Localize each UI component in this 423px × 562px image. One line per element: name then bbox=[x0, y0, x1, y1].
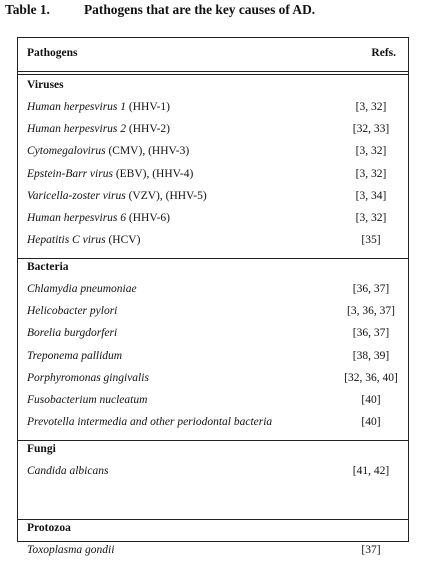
pathogen-name bbox=[27, 101, 170, 113]
pathogen-name bbox=[27, 190, 207, 202]
refs-cell: [3, 32] bbox=[355, 212, 387, 224]
table-row bbox=[18, 164, 408, 186]
refs-cell: [3, 32] bbox=[355, 145, 387, 158]
table-row bbox=[18, 301, 408, 323]
table-row bbox=[18, 97, 408, 119]
pathogen-name bbox=[27, 212, 170, 224]
pathogen-abbrev: (VZV), (HHV-5) bbox=[125, 189, 207, 202]
table-row bbox=[18, 119, 408, 141]
pathogen-name bbox=[27, 145, 189, 157]
pathogen-name bbox=[27, 327, 117, 339]
pathogen-name bbox=[27, 123, 170, 135]
pathogen-name bbox=[27, 305, 117, 317]
group-divider bbox=[18, 519, 408, 520]
refs-cell: [36, 37] bbox=[352, 283, 390, 295]
refs-cell: [3, 32] bbox=[355, 101, 387, 113]
pathogen-species: Human herpesvirus 2 bbox=[27, 123, 127, 136]
table-row bbox=[18, 279, 408, 301]
refs-cell: [3, 34] bbox=[355, 189, 387, 202]
header-refs: Refs. bbox=[371, 47, 396, 59]
pathogen-species: Treponema pallidum bbox=[27, 349, 123, 362]
pathogen-species: Porphyromonas gingivalis bbox=[27, 371, 149, 384]
table-row bbox=[18, 323, 408, 345]
table-row bbox=[18, 346, 408, 368]
table-row bbox=[18, 141, 408, 163]
pathogen-species: Candida albicans bbox=[27, 465, 109, 477]
group-title: Protozoa bbox=[27, 522, 71, 534]
table-row bbox=[18, 368, 408, 390]
table-number: Table 1. bbox=[5, 2, 50, 17]
pathogen-abbrev: (CMV), (HHV-3) bbox=[105, 145, 190, 158]
pathogen-abbrev: (HCV) bbox=[105, 234, 141, 247]
refs-cell: [37] bbox=[361, 544, 381, 556]
table-row bbox=[18, 208, 408, 230]
refs-cell: [3, 36, 37] bbox=[347, 305, 395, 318]
pathogen-species: Human herpesvirus 6 bbox=[27, 212, 127, 224]
table-title: Pathogens that are the key causes of AD. bbox=[84, 2, 316, 17]
refs-cell: [32, 36, 40] bbox=[344, 371, 398, 384]
pathogen-species: Prevotella intermedia and other periodontal bacteria bbox=[27, 416, 273, 429]
refs-cell: [35] bbox=[361, 234, 381, 247]
pathogen-name bbox=[27, 394, 147, 406]
pathogen-species: Fusobacterium nucleatum bbox=[27, 394, 148, 406]
table-caption bbox=[5, 2, 315, 18]
group-divider bbox=[18, 258, 408, 259]
refs-cell: [40] bbox=[361, 394, 381, 406]
table-row bbox=[18, 540, 408, 562]
pathogen-species: Cytomegalovirus bbox=[27, 145, 106, 158]
pathogen-species: Human herpesvirus 1 bbox=[27, 101, 127, 113]
pathogen-species: Toxoplasma gondii bbox=[27, 544, 115, 556]
pathogen-abbrev: (HHV-2) bbox=[126, 123, 171, 136]
refs-cell: [36, 37] bbox=[352, 327, 390, 340]
pathogen-species: Epstein-Barr virus bbox=[27, 167, 113, 180]
refs-cell: [38, 39] bbox=[352, 349, 390, 362]
pathogen-name bbox=[27, 168, 193, 180]
table-row bbox=[18, 412, 408, 434]
pathogen-species: Hepatitis C virus bbox=[27, 234, 106, 247]
group-title: Bacteria bbox=[27, 261, 69, 273]
pathogen-species: Helicobacter pylori bbox=[27, 305, 118, 318]
pathogen-species: Varicella-zoster virus bbox=[27, 189, 126, 202]
refs-cell: [41, 42] bbox=[352, 465, 390, 477]
pathogen-name bbox=[27, 544, 114, 556]
group-title: Fungi bbox=[27, 443, 56, 455]
table-row bbox=[18, 390, 408, 412]
pathogen-name bbox=[27, 234, 140, 246]
table-row bbox=[18, 230, 408, 252]
table-row bbox=[18, 186, 408, 208]
table-header bbox=[18, 38, 408, 71]
table-row bbox=[18, 461, 408, 483]
header-rule bbox=[18, 71, 408, 75]
pathogen-name bbox=[27, 372, 149, 384]
pathogen-abbrev: (HHV-6) bbox=[126, 212, 171, 224]
header-pathogens: Pathogens bbox=[27, 47, 78, 59]
pathogen-name bbox=[27, 350, 122, 362]
pathogen-abbrev: (EBV), (HHV-4) bbox=[112, 167, 194, 180]
pathogen-name bbox=[27, 465, 108, 477]
pathogen-abbrev: (HHV-1) bbox=[126, 101, 171, 113]
pathogens-table bbox=[17, 37, 409, 556]
refs-cell: [32, 33] bbox=[352, 123, 390, 136]
pathogen-species: Chlamydia pneumoniae bbox=[27, 283, 137, 295]
group-title: Viruses bbox=[27, 79, 64, 91]
pathogen-species: Borelia burgdorferi bbox=[27, 327, 118, 340]
group-divider bbox=[18, 440, 408, 441]
refs-cell: [3, 32] bbox=[355, 167, 387, 180]
pathogen-name bbox=[27, 283, 137, 295]
refs-cell: [40] bbox=[361, 416, 381, 429]
pathogen-name bbox=[27, 416, 272, 428]
